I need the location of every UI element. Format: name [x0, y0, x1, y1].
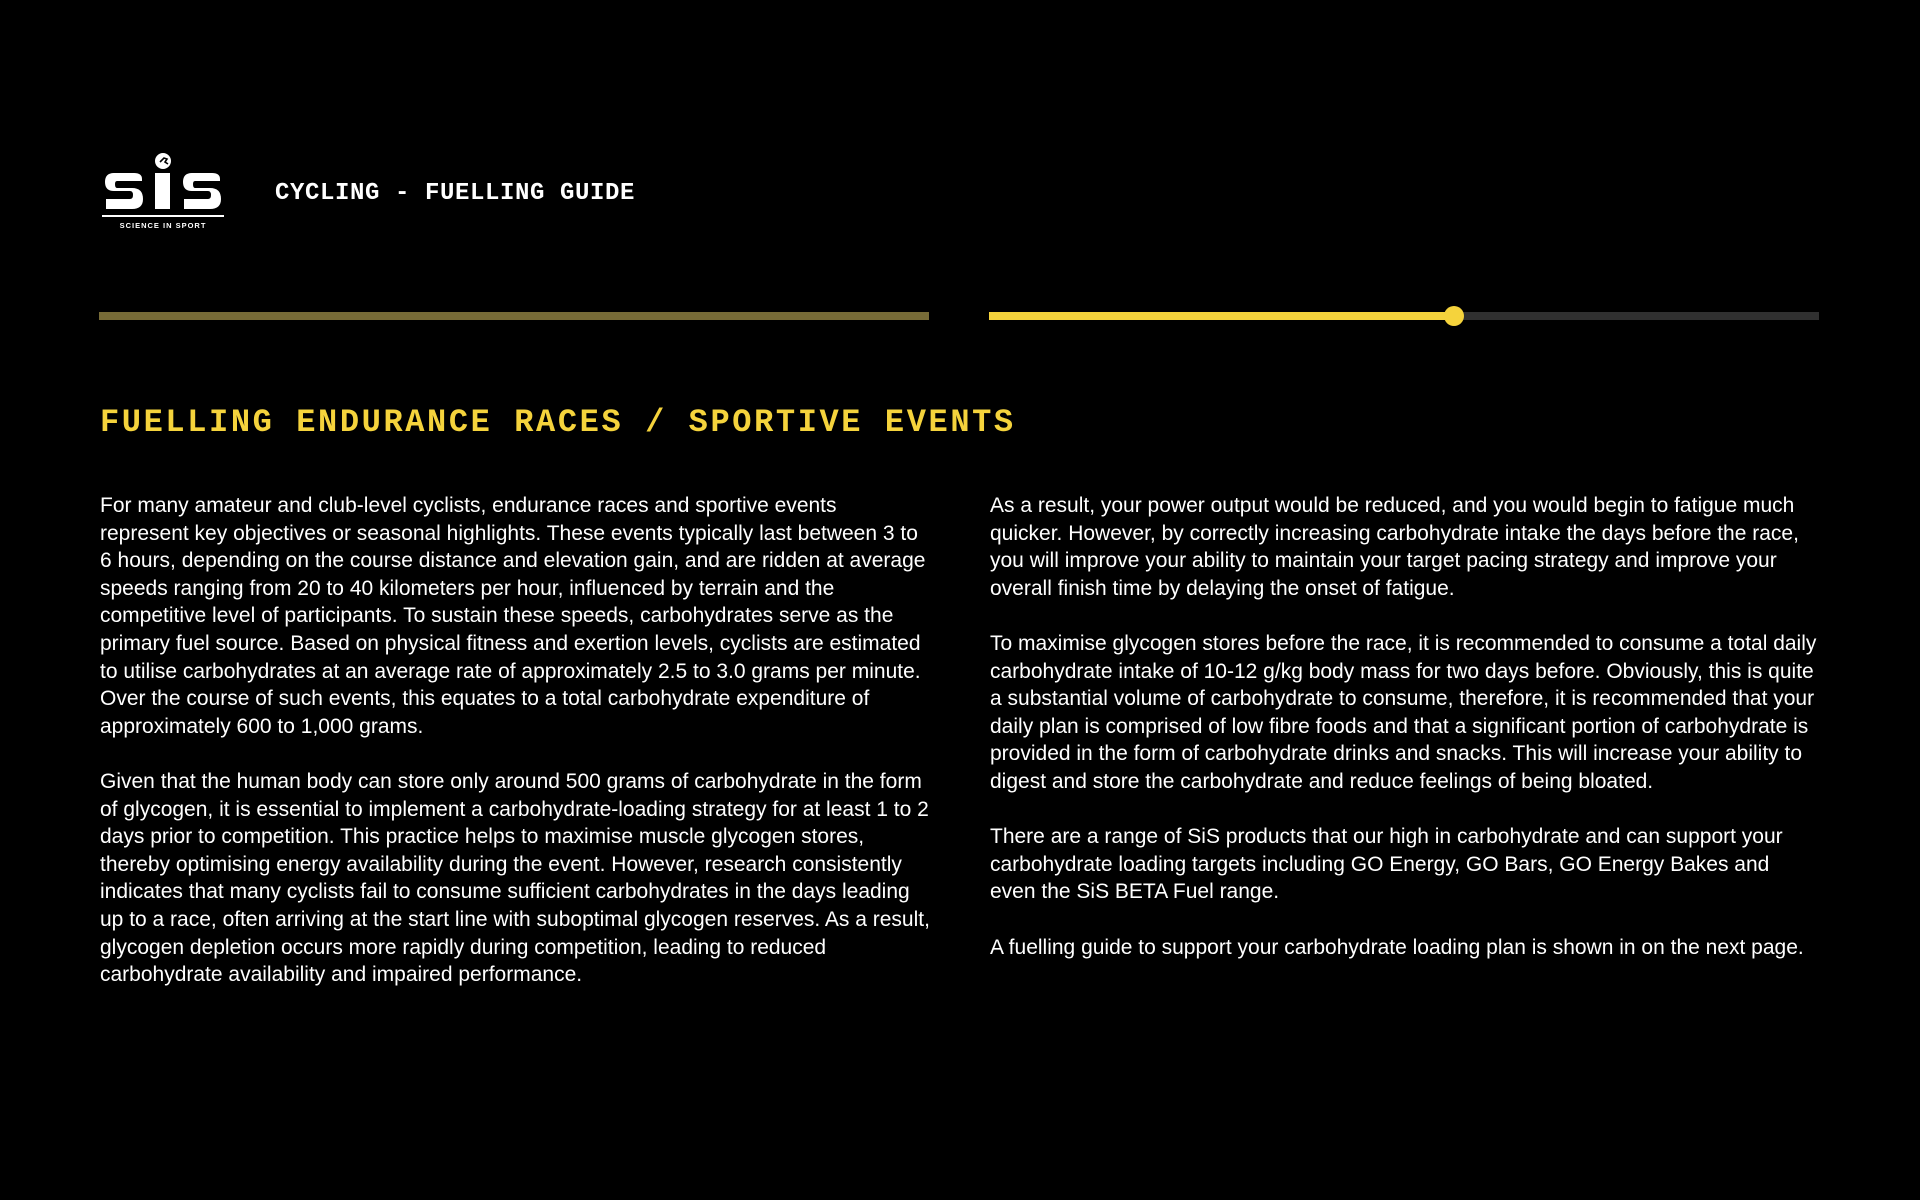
progress-fill — [989, 312, 1454, 320]
paragraph: A fuelling guide to support your carbohydrate loading plan is shown in on the next page. — [990, 935, 1804, 959]
paragraph: There are a range of SiS products that our high in carbohydrate and can support your carbohydrate loading targets including GO Energy, GO Bars, GO Energy Bakes and even the SiS BETA Fuel range. — [990, 825, 1783, 904]
logo-subtext: SCIENCE IN SPORT — [119, 221, 207, 230]
progress-knob — [1444, 306, 1464, 326]
sis-logo — [100, 153, 226, 235]
sis-logo-mark — [100, 153, 226, 223]
text-column-right — [990, 492, 1820, 989]
progress-segment-previous — [99, 312, 929, 320]
section-title: FUELLING ENDURANCE RACES / SPORTIVE EVENTS — [100, 404, 1016, 441]
progress-segment-current — [989, 312, 1819, 320]
guide-title: CYCLING - FUELLING GUIDE — [275, 180, 636, 207]
paragraph: For many amateur and club-level cyclists, endurance races and sportive events represent key objectives or seasonal highlights. These events typically last between 3 to 6 hours, depending on the course distance and elevation gain, and are ridden at average speeds ranging from 20 to 40 kilometers per hour, influenced by terrain and the competitive level of participants. To sustain these speeds, carbohydrates serve as the primary fuel source. Based on physical fitness and exertion levels, cyclists are estimated to utilise carbohydrates at an average rate of approximately 2.5 to 3.0 grams per minute. Over the course of such events, this equates to a total carbohydrate expenditure of approximately 600 to 1,000 grams. — [100, 494, 926, 738]
paragraph: As a result, your power output would be reduced, and you would begin to fatigue much quicker. However, by correctly increasing carbohydrate intake the days before the race, you will improve your ability to maintain your target pacing strategy and improve your overall finish time by delaying the onset of fatigue. — [990, 494, 1799, 600]
text-column-left — [100, 492, 930, 1016]
paragraph: To maximise glycogen stores before the race, it is recommended to consume a total daily carbohydrate intake of 10-12 g/kg body mass for two days before. Obviously, this is quite a substantial volume of carbohydrate to consume, therefore, it is recommended that your daily plan is comprised of low fibre foods and that a significant portion of carbohydrate is provided in the form of carbohydrate drinks and snacks. This will increase your ability to digest and store the carbohydrate and reduce feelings of being bloated. — [990, 631, 1817, 793]
paragraph: Given that the human body can store only around 500 grams of carbohydrate in the form of glycogen, it is essential to implement a carbohydrate-loading strategy for at least 1 to 2 days prior to competition. This practice helps to maximise muscle glycogen stores, thereby optimising energy availability during the event. However, research consistently indicates that many cyclists fail to consume sufficient carbohydrates in the days leading up to a race, often arriving at the start line with suboptimal glycogen reserves. As a result, glycogen depletion occurs more rapidly during competition, leading to reduced carbohydrate availability and impaired performance. — [100, 769, 930, 987]
